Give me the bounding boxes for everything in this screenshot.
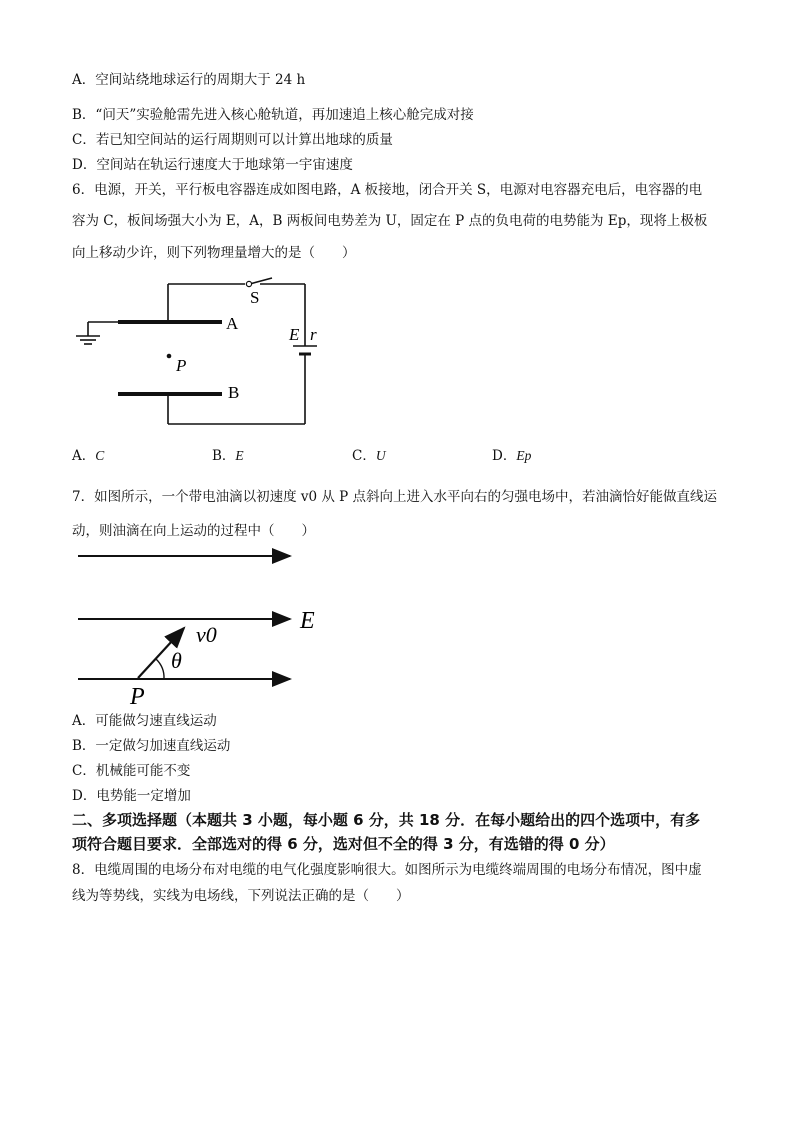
q6-label-internal-r: r <box>310 325 317 344</box>
q5-option-d: D．空间站在轨运行速度大于地球第一宇宙速度 <box>72 157 353 173</box>
q7-label-field: E <box>300 608 315 634</box>
q5-option-b: B．“问天”实验舱需先进入核心舱轨道，再加速追上核心舱完成对接 <box>72 107 474 123</box>
q8-stem-line-1: 8．电缆周围的电场分布对电缆的电气化强度影响很大。如图所示为电缆终端周围的电场分布情况，图中虚 <box>72 862 702 878</box>
q6-options <box>72 444 632 466</box>
q6-option-c: C．U <box>352 448 386 464</box>
q6-stem-line-1: 6．电源，开关，平行板电容器连成如图电路，A 板接地，闭合开关 S，电源对电容器充电后，电容器的电 <box>72 182 703 198</box>
q7-label-angle: θ <box>171 648 182 673</box>
section-2-heading-line-2: 项符合题目要求．全部选对的得 6 分，选对但不全的得 3 分，有选错的得 0 分） <box>72 835 615 853</box>
q6-option-b: B．E <box>212 448 244 464</box>
q7-stem-line-2: 动，则油滴在向上运动的过程中（ ） <box>72 523 315 539</box>
q6-label-plate-a: A <box>226 314 239 333</box>
q7-option-d: D．电势能一定增加 <box>72 788 191 804</box>
q6-label-emf: E <box>289 325 300 344</box>
q5-option-c: C．若已知空间站的运行周期则可以计算出地球的质量 <box>72 132 393 148</box>
section-2-heading-line-1: 二、多项选择题（本题共 3 小题，每小题 6 分，共 18 分．在每小题给出的四个选项中，有多 <box>72 811 701 829</box>
q7-stem-line-1: 7．如图所示，一个带电油滴以初速度 v0 从 P 点斜向上进入水平向右的匀强电场中，若油滴恰好能做直线运 <box>72 489 718 505</box>
q6-stem-line-2: 容为 C，板间场强大小为 E，A，B 两板间电势差为 U，固定在 P 点的负电荷的电势能为 Ep，现将上极板 <box>72 213 708 229</box>
q7-field-figure <box>72 544 332 710</box>
q7-label-velocity: v0 <box>196 622 217 647</box>
q7-option-a: A．可能做匀速直线运动 <box>72 713 217 729</box>
q6-label-point-p: P <box>176 356 187 375</box>
q6-label-switch: S <box>250 288 260 307</box>
q6-circuit-figure <box>60 272 320 432</box>
q7-option-c: C．机械能可能不变 <box>72 763 191 779</box>
q7-label-point-p: P <box>130 684 145 710</box>
q8-stem-line-2: 线为等势线，实线为电场线，下列说法正确的是（ ） <box>72 888 410 904</box>
q6-option-a: A．C <box>72 448 105 464</box>
q5-option-a: A．空间站绕地球运行的周期大于 24 h <box>72 72 306 88</box>
q6-stem-line-3: 向上移动少许，则下列物理量增大的是（ ） <box>72 245 356 261</box>
q6-option-d: D．Ep <box>492 448 532 464</box>
q7-option-b: B．一定做匀加速直线运动 <box>72 738 231 754</box>
q6-label-plate-b: B <box>228 383 240 402</box>
